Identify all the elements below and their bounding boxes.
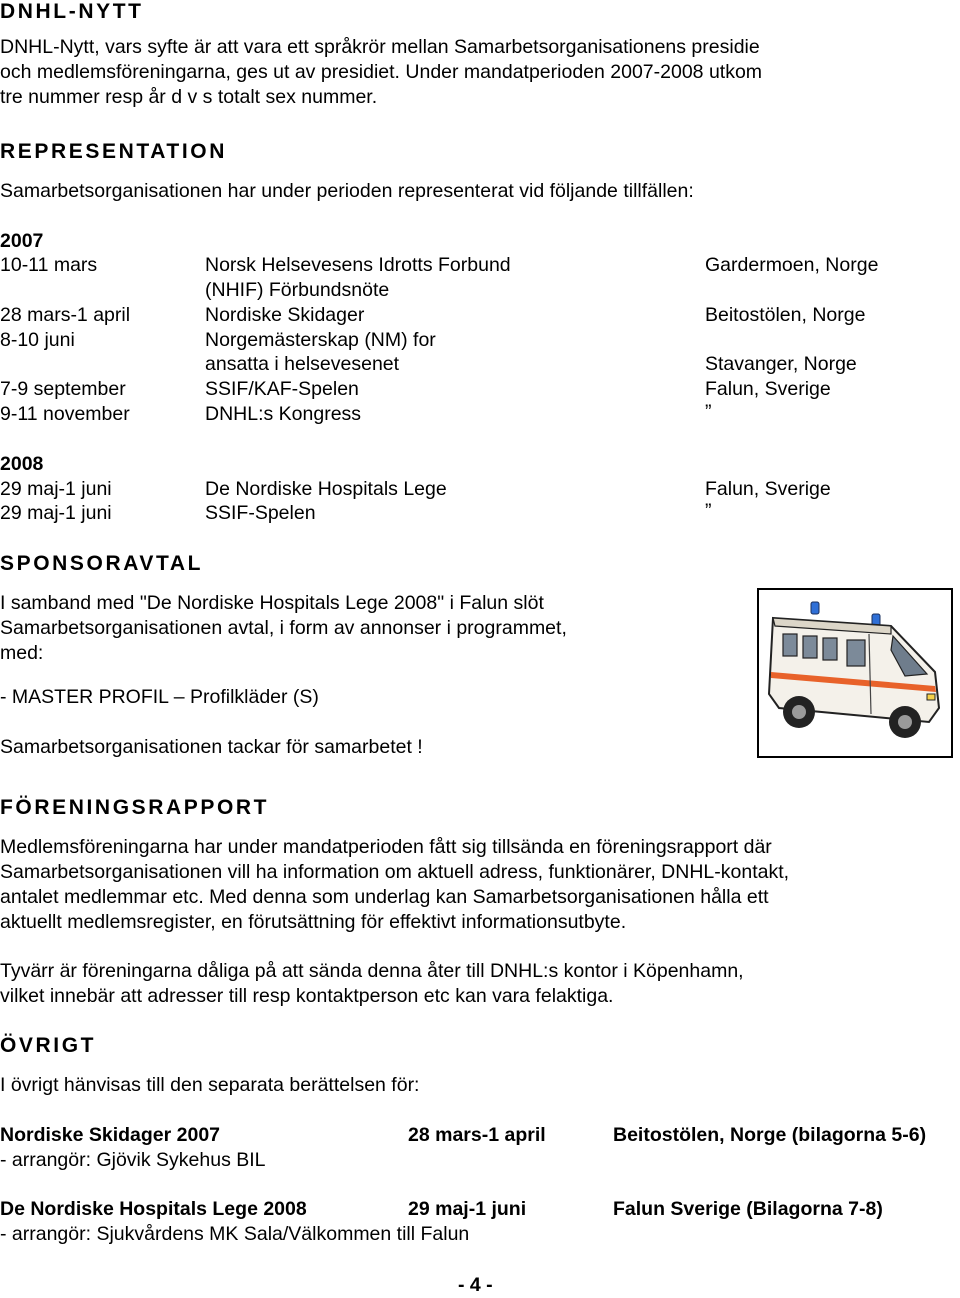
row-date: 28 mars-1 april (0, 304, 131, 326)
dnhl-heading: DNHL-NYTT (0, 0, 144, 23)
row-date: 29 maj-1 juni (0, 478, 112, 500)
row-date: 7-9 september (0, 378, 126, 400)
sponsor-heading: SPONSORAVTAL (0, 552, 204, 575)
row-event: ansatta i helsevesenet (205, 353, 400, 375)
rapport-text-line: Samarbetsorganisationen vill ha information om aktuell adress, funktionärer, DNHL-kontakt, (0, 861, 790, 883)
ovrigt-entry-date: 28 mars-1 april (408, 1124, 546, 1146)
rapport-text-line: vilket innebär att adresser till resp kontaktperson etc kan vara felaktiga. (0, 985, 614, 1007)
row-place: Falun, Sverige (705, 478, 831, 500)
row-event: SSIF-Spelen (205, 502, 316, 524)
row-date: 9-11 november (0, 403, 130, 425)
row-event: Norgemästerskap (NM) for (205, 329, 436, 351)
ambulance-icon (759, 590, 951, 756)
ovrigt-intro: I övrigt hänvisas till den separata berättelsen för: (0, 1074, 420, 1096)
ovrigt-entry-date: 29 maj-1 juni (408, 1198, 527, 1220)
ovrigt-heading: ÖVRIGT (0, 1034, 97, 1057)
sponsor-item: - MASTER PROFIL – Profilkläder (S) (0, 686, 319, 708)
sponsor-thanks: Samarbetsorganisationen tackar för samarbetet ! (0, 736, 423, 758)
ovrigt-entry-organizer: - arrangör: Sjukvårdens MK Sala/Välkommen till Falun (0, 1223, 470, 1245)
row-place-ditto: ” (705, 500, 712, 522)
row-date: 8-10 juni (0, 329, 75, 351)
rapport-text-line: antalet medlemmar etc. Med denna som underlag kan Samarbetsorganisationen hålla ett (0, 886, 769, 908)
representation-intro: Samarbetsorganisationen har under perioden representerat vid följande tillfällen: (0, 180, 694, 202)
representation-heading: REPRESENTATION (0, 140, 227, 163)
sponsor-text-line: Samarbetsorganisationen avtal, i form av annonser i programmet, (0, 617, 567, 639)
page-number: - 4 - (458, 1274, 493, 1296)
ovrigt-entry-place: Falun Sverige (Bilagorna 7-8) (613, 1198, 883, 1220)
sponsor-text-line: med: (0, 642, 44, 664)
ovrigt-entry-place: Beitostölen, Norge (bilagorna 5-6) (613, 1124, 927, 1146)
row-place: Stavanger, Norge (705, 353, 857, 375)
dnhl-text-line: tre nummer resp år d v s totalt sex nummer. (0, 86, 378, 108)
row-date: 10-11 mars (0, 254, 98, 276)
row-event: Norsk Helsevesens Idrotts Forbund (205, 254, 511, 276)
dnhl-text-line: och medlemsföreningarna, ges ut av presidiet. Under mandatperioden 2007-2008 utkom (0, 61, 763, 83)
row-event: DNHL:s Kongress (205, 403, 362, 425)
row-event: SSIF/KAF-Spelen (205, 378, 359, 400)
rapport-text-line: Medlemsföreningarna har under mandatperioden fått sig tillsända en föreningsrapport där (0, 836, 772, 858)
rapport-text-line: aktuellt medlemsregister, en förutsättning för effektivt informationsutbyte. (0, 911, 627, 933)
ovrigt-entry-name: Nordiske Skidager 2007 (0, 1124, 221, 1146)
rapport-text-line: Tyvärr är föreningarna dåliga på att sända denna åter till DNHL:s kontor i Köpenhamn, (0, 960, 744, 982)
ambulance-illustration (757, 588, 953, 758)
row-place-ditto: ” (705, 401, 712, 423)
ovrigt-entry-name: De Nordiske Hospitals Lege 2008 (0, 1198, 307, 1220)
row-place: Beitostölen, Norge (705, 304, 866, 326)
row-date: 29 maj-1 juni (0, 502, 112, 524)
year-2007-label: 2007 (0, 230, 44, 252)
row-event: De Nordiske Hospitals Lege (205, 478, 447, 500)
row-place: Gardermoen, Norge (705, 254, 879, 276)
year-2008-label: 2008 (0, 453, 44, 475)
rapport-heading: FÖRENINGSRAPPORT (0, 796, 270, 819)
sponsor-text-line: I samband med "De Nordiske Hospitals Lege 2008" i Falun slöt (0, 592, 544, 614)
dnhl-text-line: DNHL-Nytt, vars syfte är att vara ett språkrör mellan Samarbetsorganisationens presidie (0, 36, 760, 58)
row-place: Falun, Sverige (705, 378, 831, 400)
row-event: Nordiske Skidager (205, 304, 365, 326)
row-event: (NHIF) Förbundsnöte (205, 279, 390, 301)
ovrigt-entry-organizer: - arrangör: Gjövik Sykehus BIL (0, 1149, 266, 1171)
